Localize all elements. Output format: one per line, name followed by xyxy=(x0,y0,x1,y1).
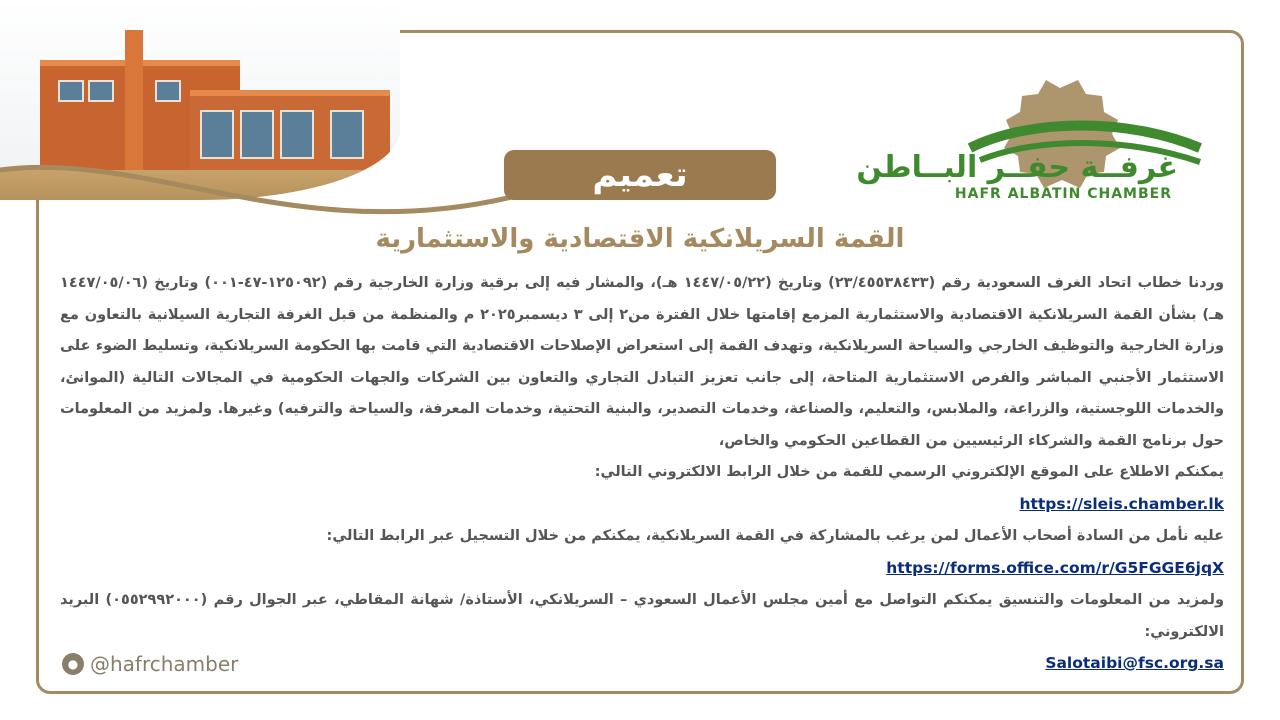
chamber-building-photo xyxy=(0,0,400,200)
paragraph-contact: ولمزيد من المعلومات والتنسيق يمكنكم التواصل مع أمين مجلس الأعمال السعودي – السريلانكي، الأستاذة/ شهانة المقاطي، عبر الجوال رقم (٠٥٥٢٩٩٢٠٠٠) البريد الالكتروني: xyxy=(60,592,1225,640)
paragraph-registration: عليه نأمل من السادة أصحاب الأعمال لمن يرغب بالمشاركة في القمة السريلانكية، يمكنكم من خلال التسجيل عبر الرابط التالي: xyxy=(326,528,1224,544)
contact-email-link[interactable]: Salotaibi@fsc.org.sa xyxy=(1045,654,1224,672)
logo-arabic-text: غرفــة حفــر البــاطن xyxy=(856,150,1178,185)
social-handle-text: @hafrchamber xyxy=(90,652,239,676)
logo-english-text: HAFR ALBATIN CHAMBER xyxy=(954,186,1172,202)
paragraph-intro: وردنا خطاب اتحاد الغرف السعودية رقم (٢٣/٤٥٥٣٨٤٣٣) وتاريخ (١٤٤٧/٠٥/٢٢ هـ)، والمشار فيه إلى برقية وزارة الخارجية رقم (١٢٥٠٩٢-٤٧-٠٠١) وتاريخ (١٤٤٧/٠٥/٠٦ هـ) بشأن القمة السريلانكية الاقتصادية والاستثمارية المزمع إقامتها خلال الفترة من٢ إلى ٣ ديسمبر٢٠٢٥ م والمنظمة من قبل الغرفة التجارية السيلانية بالتعاون مع وزارة الخارجية والتوظيف الخارجي والسياحة السريلانكية، وتهدف القمة إلى استعراض الإصلاحات الاقتصادية التي قامت بها الحكومة السريلانكية، وتسليط الضوء على الاستثمار الأجنبي المباشر والفرص الاستثمارية المتاحة، إلى جانب تعزيز التبادل التجاري والتعاون بين الشركات والجهات الحكومية في المجالات التالية (الموانئ، والخدمات اللوجستية، والزراعة، والملابس، والتعليم، والصناعة، وخدمات التصدير، والبنية التحتية، وخدمات المعرفة، والسياحة والترفيه) وغيرها. ولمزيد من المعلومات حول برنامج القمة والشركاء الرئيسيين من القطاعين الحكومي والخاص، xyxy=(60,275,1225,449)
social-media-icon: ● xyxy=(62,653,84,675)
social-handle xyxy=(62,652,238,676)
document-body xyxy=(60,268,1224,681)
document-title: القمة السريلانكية الاقتصادية والاستثمارية xyxy=(375,224,905,254)
circular-badge: تعميم xyxy=(504,150,776,200)
summit-website-link[interactable]: https://sleis.chamber.lk xyxy=(1019,494,1224,513)
registration-form-link[interactable]: https://forms.office.com/r/G5FGGE6jqX xyxy=(886,558,1224,577)
paragraph-website: يمكنكم الاطلاع على الموقع الإلكتروني الرسمي للقمة من خلال الرابط الالكتروني التالي: xyxy=(594,464,1224,480)
